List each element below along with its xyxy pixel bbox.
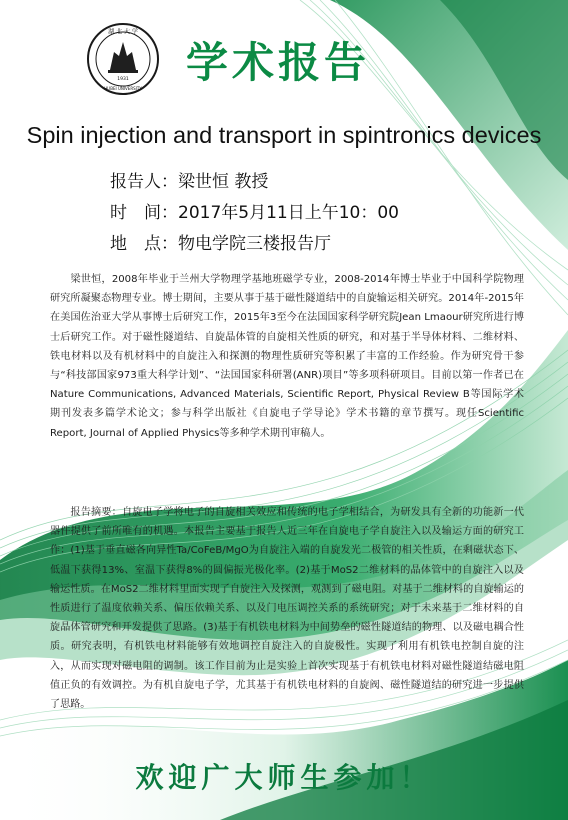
speaker-line: 报告人：梁世恒 教授 [110, 172, 269, 192]
poster-heading: 学术报告 [186, 38, 371, 87]
talk-abstract-text: 报告摘要：自旋电子学将电子的自旋相关效应和传统的电子学相结合，为研发具有全新的功能新一代器件提供了前所唯有的机遇。本报告主要基于报告人近三年在自旋电子学自旋注入以及输运方面的研究工作：(1)基于垂直磁各向异性Ta/CoFeB/MgO为自旋注入端的自旋发光二极管的相关性质，在剩磁状态下、低温下获得13%、室温下获得8%的圆偏振光极化率。(2)基于MoS2二维材料的晶体管中的自旋注入以及输运性质。在MoS2二维材料里面实现了自旋注入及探测，观测到了磁电阻。对基于二维材料的自旋输运的性质进行了温度依赖关系、偏压依赖关系、以及门电压调控关系的系统研究；对于未来基于二维材料的自旋晶体管研究和开发提供了思路。(3)基于有机铁电材料为中间势垒的磁性隧道结的物理、以及磁电耦合性质。研究表明，有机铁电材料能够有效地调控自旋注入的自旋极性。实现了利用有机铁电控制自旋的注入，从而实现对磁电阻的调制。该工作目前为止是实验上首次实现基于有机铁电材料对磁性隧道结磁电阻值正负的有效调控。为有机自旋电子学，尤其基于有机铁电材料的自旋阀、磁性隧道结的研究进一步提供了思路。 [50, 507, 524, 711]
speaker-bio [50, 270, 524, 443]
speaker-bio-text: 梁世恒，2008年毕业于兰州大学物理学基地班磁学专业，2008-2014年博士毕业于中国科学院物理研究所凝聚态物理专业。博士期间，主要从事于基于磁性隧道结中的自旋输运相关研究。2014年-2015年在美国佐治亚大学从事博士后研究工作，2015年3至今在法国国家科学研究院Jean Lmaour研究所进行博士后研究工作。对于磁性隧道结、自旋晶体管的自旋相关性质的研究，和对基于半导体材料、二维材料、铁电材料以及有机材料中的自旋注入和探测的物理性质研究等积累了丰富的工作经验。作为研究骨干参与“科技部国家973重大科学计划”、“法国国家科研署(ANR)项目”等多项科研项目。目前以第一作者已在Nature Communications, Advanced Materials, Scientific Report, Physical Review B等国际学术期刊发表多篇学术论文；参与科学出版社《自旋电子学导论》学术书籍的章节撰写。现任Scientific Report, Journal of Applied Physics等多种学术期刊审稿人。 [50, 274, 524, 439]
university-logo-seal [86, 22, 160, 96]
talk-title: Spin injection and transport in spintronics devices [26, 122, 542, 148]
welcome-slogan: 欢迎广大师生参加！ [135, 761, 433, 794]
place-line: 地 点：物电学院三楼报告厅 [110, 234, 331, 254]
time-line: 时 间：2017年5月11日上午10：00 [110, 203, 399, 223]
logo-text-top: 湖 北 大 学 [108, 28, 138, 36]
logo-year: 1931 [117, 77, 129, 82]
talk-abstract [50, 503, 524, 714]
logo-text-bottom: HUBEI UNIVERSITY [104, 86, 142, 91]
